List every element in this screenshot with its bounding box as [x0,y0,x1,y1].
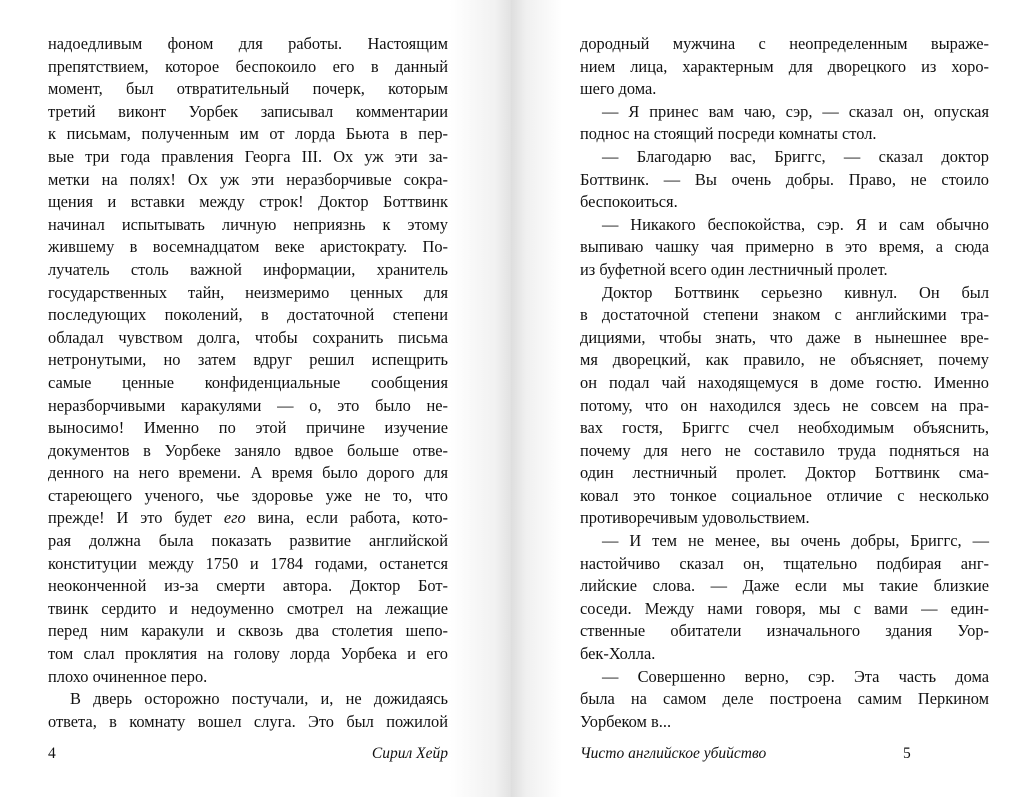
text-line: нетронутыми, но затем вдруг решил испещрить [48,350,448,370]
text-line: лучатель столь важной информации, хранитель [48,259,448,279]
text-line: шего дома. [580,79,657,99]
text-line: он подал чай находящемуся в доме гостю. Именно [580,372,989,392]
text-line: третий виконт Уорбек записывал комментарии [48,101,448,121]
text-line: перед ним каракули и сквозь два столетия шепо- [48,621,448,641]
text-line: была на самом деле построена самим Перкином [580,689,989,709]
text-line: из буфетной всего один лестничный пролет. [580,259,888,279]
text-line: — И тем не менее, вы очень добры, Бриггс, — [602,531,989,551]
text-line: Боттвинк. — Вы очень добры. Право, не стоило [580,169,989,189]
text-line: неоконченной из-за смерти автора. Доктор Бот- [48,576,448,596]
text-segment: вина, если работа, кото- [245,508,448,528]
text-line: государственных тайн, неизмеримо ценных для [48,282,448,302]
text-line: поднос на стоящий посреди комнаты стол. [580,124,877,144]
text-line: дициями, чтобы знать, что даже в нынешнее вре- [580,327,989,347]
text-line: — Я принес вам чаю, сэр, — сказал он, опуская [602,101,989,121]
text-line: противоречивым удовольствием. [580,508,810,528]
text-line: ственные обитатели изначального здания Уор- [580,621,989,641]
left-page-text [48,33,448,733]
text-line: плохо очиненное перо. [48,666,208,686]
text-line: — Совершенно верно, сэр. Эта часть дома [602,666,989,686]
text-line: документов в Уорбеке заняло вдвое больше отве- [48,440,448,460]
text-line: мя дворецкий, как правило, не объясняет, почему [580,350,989,370]
text-line: начинал испытывать личную неприязнь к этому [48,214,448,234]
text-line: в достаточной степени знаком с английскими тра- [580,305,989,325]
text-line: потому, что он находился здесь не совсем на пра- [580,395,989,415]
text-line: бек-Холла. [580,644,656,664]
text-line-with-emphasis [48,507,448,530]
text-line: последующих поколений, в достаточной степени [48,305,448,325]
text-line: Уорбеком в... [580,711,672,731]
page-number: 5 [903,745,911,762]
text-line: соседи. Между нами говоря, мы с вами — един- [580,598,989,618]
text-line: ковал это тонкое социальное отличие с несколько [580,485,989,505]
text-line: к письмам, полученным им от лорда Бьюта в пер- [48,124,448,144]
text-line: надоедливым фоном для работы. Настоящим [48,34,448,53]
text-line: нием лица, характерным для дворецкого из хоро- [580,56,989,76]
text-line: — Никакого беспокойства, сэр. Я и сам обычно [602,214,989,234]
running-head-author: Сирил Хейр [371,745,448,762]
text-line: момент, был отвратительный почерк, которым [48,79,448,99]
text-line: жившему в восемнадцатом веке аристократу. По- [48,237,448,257]
text-line: вые три года правления Георга III. Ох уж эти за- [48,146,448,166]
text-line: твинк сердито и недоуменно смотрел на лежащие [48,598,448,618]
text-line: настойчиво сказал он, тщательно подбирая анг- [580,553,989,573]
text-line: лийские слова. — Даже если мы такие близкие [580,576,989,596]
text-line: почему для него не составило труда подняться на [580,440,989,460]
text-line: денного на него времени. А время было дорого для [48,463,448,483]
emphasis-text: его [223,508,246,528]
text-line: рая должна была показать развитие английской [48,531,448,551]
text-line: том слал проклятия на голову лорда Уорбека и его [48,644,448,664]
text-line: метки на полях! Ох уж эти неразборчивые сокра- [48,169,448,189]
text-line: ответа, в комнату вошел слуга. Это был пожилой [48,711,448,731]
text-line: стареющего ученого, чье здоровье уже не то, что [48,485,448,505]
text-line: вах гостя, Бриггс счел необходимым объяснить, [580,418,989,438]
text-line: самые ценные конфиденциальные сообщения [48,372,448,392]
right-page-text [580,33,989,733]
text-line: препятствием, которое беспокоило его в данный [48,56,448,76]
text-line: Доктор Боттвинк серьезно кивнул. Он был [602,282,989,302]
text-segment: прежде! И это будет [48,508,224,528]
text-line: неразборчивыми каракулями — о, это было не- [48,395,448,415]
right-page [511,0,1022,797]
text-line: В дверь осторожно постучали, и, не дожидаясь [70,689,448,709]
text-line: беспокоиться. [580,192,678,212]
text-line: выпиваю чашку чая примерно в это время, а сюда [580,237,989,257]
text-line: щения и вставки между строк! Доктор Боттвинк [48,192,448,212]
text-line: обладал чувством долга, чтобы сохранить письма [48,327,448,347]
text-line: выносимо! Именно по этой причине изучение [48,418,448,438]
text-line: — Благодарю вас, Бриггс, — сказал доктор [602,146,989,166]
running-head-title: Чисто английское убийство [580,745,767,762]
text-line: один лестничный пролет. Доктор Боттвинк сма- [580,463,989,483]
text-line: дородный мужчина с неопределенным выраже- [580,34,989,53]
page-number: 4 [48,745,56,762]
text-line: конституции между 1750 и 1784 годами, останется [48,553,448,573]
